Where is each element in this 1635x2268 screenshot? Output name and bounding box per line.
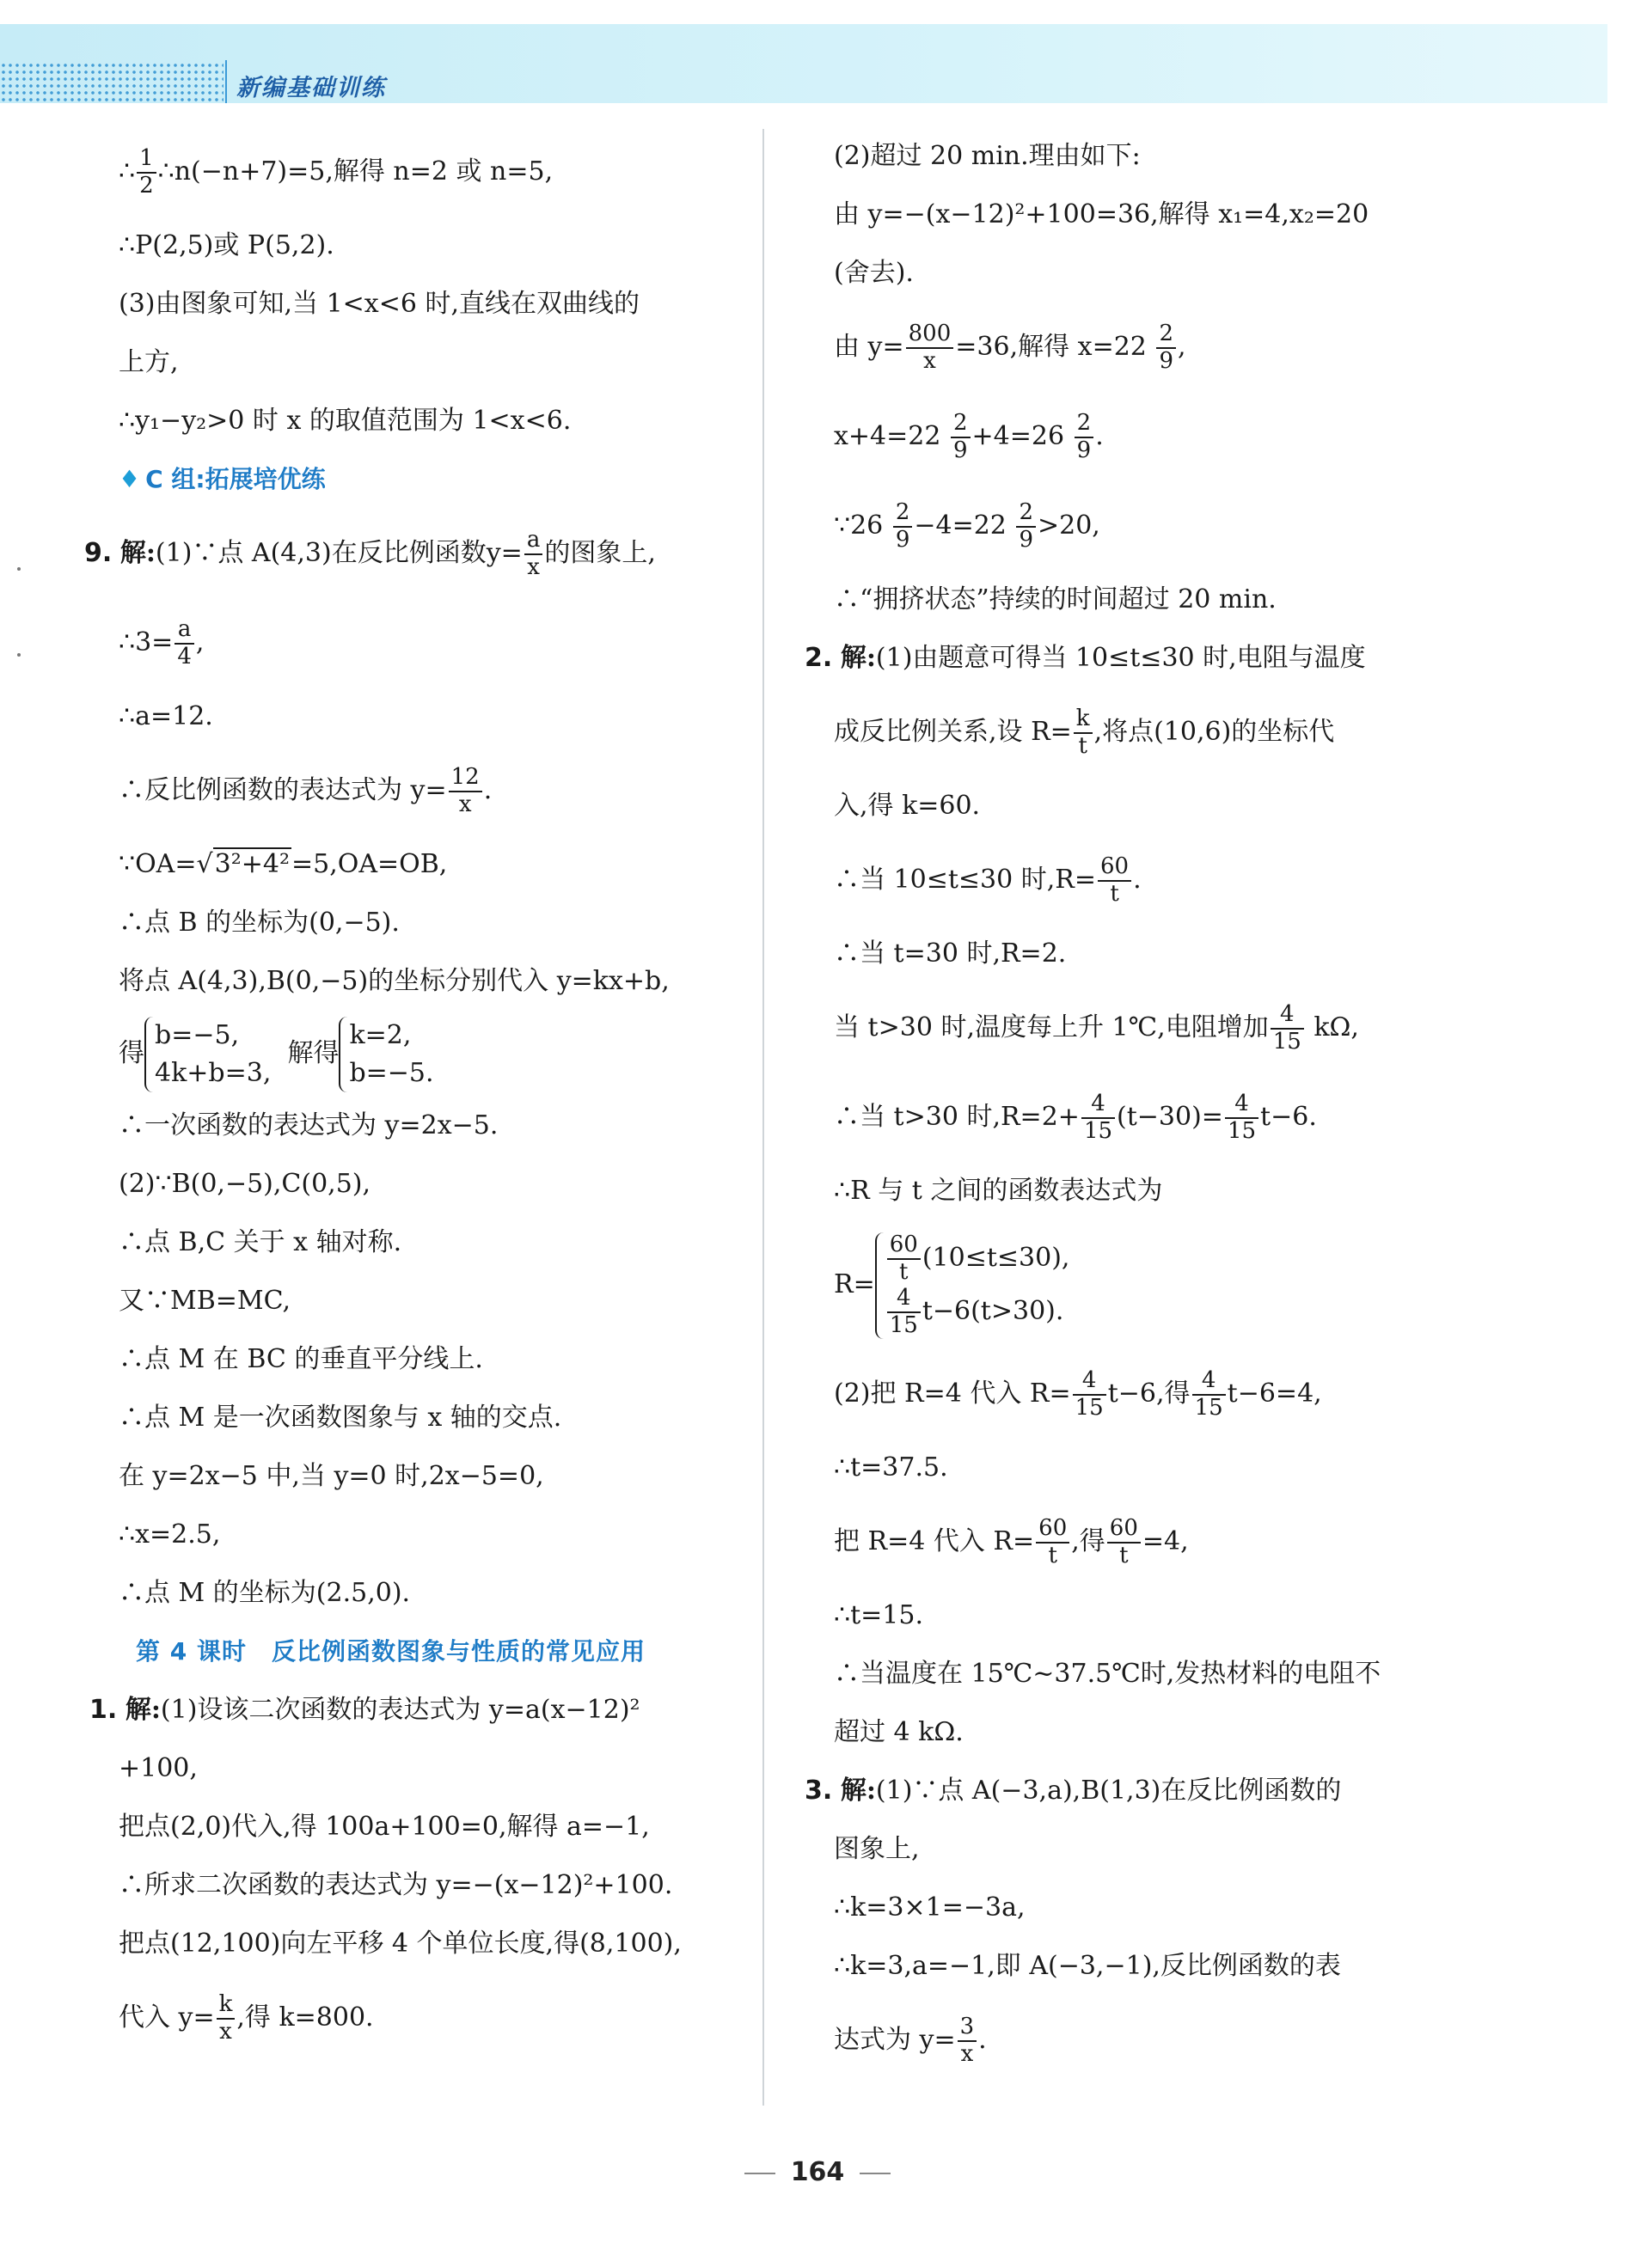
header-dot-pattern: [0, 62, 224, 103]
fraction: $\frac{4}{15}$: [1081, 1091, 1115, 1145]
text-line: ∵26 $\frac{2}{9}$ −4=22 $\frac{2}{9}$ >20,: [834, 499, 1100, 553]
fraction: $\frac{2}{9}$: [1075, 411, 1094, 464]
question-3-line: 3. 解:(1)∵点 A(−3,a),B(1,3)在反比例函数的: [805, 1776, 1342, 1806]
right-column: [805, 127, 1453, 2085]
header-divider: [225, 60, 227, 103]
text-line: ∴R 与 t 之间的函数表达式为: [834, 1176, 1163, 1206]
text-line: ∴“拥挤状态”持续的时间超过 20 min.: [834, 584, 1277, 614]
text-line: ∴反比例函数的表达式为 y= $\frac{12}{x}$ .: [119, 764, 493, 817]
text-line: ∴3= $\frac{a}{4}$ ,: [119, 616, 205, 669]
fraction: $\frac{a}{4}$: [175, 617, 194, 670]
fraction: $\frac{4}{15}$: [1225, 1091, 1258, 1145]
text-line: ∴P(2,5)或 P(5,2).: [119, 230, 334, 260]
equation-system: 得 b=−5, 4k+b=3, 解得 k=2, b=−5.: [119, 1011, 746, 1097]
text-line: 代入 y= $\frac{k}{x}$ ,得 k=800.: [119, 1991, 374, 2045]
diamond-icon: ♦: [119, 465, 141, 493]
fraction: $\frac{4}{15}$: [1192, 1368, 1226, 1421]
text-line: ∴k=3×1=−3a,: [834, 1892, 1026, 1923]
text-line: 把点(12,100)向左平移 4 个单位长度,得(8,100),: [119, 1929, 682, 1959]
text-line: ∴x=2.5,: [119, 1519, 221, 1550]
text-line: ∴点 M 是一次函数图象与 x 轴的交点.: [119, 1403, 562, 1433]
text-line: ∴点 M 在 BC 的垂直平分线上.: [119, 1344, 483, 1374]
fraction: $\frac{3}{x}$: [958, 2014, 977, 2068]
text-line: ∴所求二次函数的表达式为 y=−(x−12)²+100.: [119, 1870, 673, 1900]
text-line: 把点(2,0)代入,得 100a+100=0,解得 a=−1,: [119, 1812, 650, 1842]
fraction: $\frac{a}{x}$: [524, 528, 543, 581]
text-line: ∴ $\frac{1}{2}$ ∴n(−n+7)=5,解得 n=2 或 n=5,: [119, 145, 554, 199]
text-line: 图象上,: [834, 1834, 920, 1864]
fraction: $\frac{2}{9}$: [951, 411, 971, 464]
text-line: (2)把 R=4 代入 R= $\frac{4}{15}$ t−6,得 $\frac{4}{15}$ t−6=4,: [834, 1367, 1322, 1421]
text-line: (2)超过 20 min.理由如下:: [834, 141, 1141, 171]
fraction: $\frac{60}{t}$: [1036, 1516, 1069, 1569]
text-line: x+4=22 $\frac{2}{9}$ +4=26 $\frac{2}{9}$ .: [834, 410, 1104, 463]
text-line: 达式为 y= $\frac{3}{x}$ .: [834, 2014, 987, 2067]
fraction: $\frac{2}{9}$: [1156, 321, 1176, 375]
text-line: 入,得 k=60.: [834, 791, 981, 821]
text-line: ∴y₁−y₂>0 时 x 的取值范围为 1<x<6.: [119, 406, 572, 436]
fraction: $\frac{60}{t}$: [1098, 854, 1131, 908]
text-line: ∴点 B,C 关于 x 轴对称.: [119, 1227, 402, 1257]
text-line: 由 y= $\frac{800}{x}$ =36,解得 x=22 $\frac{2}{9}$ ,: [834, 321, 1186, 374]
text-line: ∴点 M 的坐标为(2.5,0).: [119, 1578, 411, 1608]
question-1-line: 1. 解:(1)设该二次函数的表达式为 y=a(x−12)²: [89, 1695, 640, 1725]
lesson-title: 第 4 课时 反比例函数图象与性质的常见应用: [136, 1637, 646, 1666]
text-line: +100,: [119, 1753, 198, 1783]
text-line: ∴t=37.5.: [834, 1452, 948, 1482]
text-line: 把 R=4 代入 R= $\frac{60}{t}$ ,得 $\frac{60}{t}$ =4,: [834, 1515, 1189, 1568]
text-line: ∴当 10≤t≤30 时,R= $\frac{60}{t}$ .: [834, 853, 1142, 907]
fraction: $\frac{4}{15}$: [887, 1286, 921, 1339]
fraction: $\frac{4}{15}$: [1073, 1368, 1106, 1421]
fraction: $\frac{k}{t}$: [1074, 706, 1093, 760]
text-line: 在 y=2x−5 中,当 y=0 时,2x−5=0,: [119, 1461, 544, 1491]
brace-system: b=−5, 4k+b=3,: [144, 1017, 271, 1092]
question-2-line: 2. 解:(1)由题意可得当 10≤t≤30 时,电阻与温度: [805, 643, 1366, 673]
text-line: ∴一次函数的表达式为 y=2x−5.: [119, 1110, 499, 1140]
text-line: 由 y=−(x−12)²+100=36,解得 x₁=4,x₂=20: [834, 199, 1369, 229]
text-line: ∴当 t=30 时,R=2.: [834, 938, 1067, 969]
text-line: (舍去).: [834, 258, 914, 288]
brace-system: $\frac{60}{t}$ (10≤t≤30), $\frac{4}{15}$ t−6(t>30).: [875, 1232, 1070, 1339]
text-line: 又∵MB=MC,: [119, 1286, 291, 1316]
text-line: 成反比例关系,设 R= $\frac{k}{t}$ ,将点(10,6)的坐标代: [834, 706, 1335, 759]
fraction: $\frac{60}{t}$: [887, 1232, 921, 1286]
section-heading: ♦ C 组:拓展培优练: [119, 465, 326, 493]
fraction: $\frac{60}{t}$: [1107, 1516, 1141, 1569]
fraction: $\frac{12}{x}$: [449, 765, 482, 818]
text-line: ∵OA=√3²+4²=5,OA=OB,: [119, 849, 448, 879]
fraction: $\frac{800}{x}$: [906, 321, 954, 375]
brace-system: k=2, b=−5.: [339, 1017, 433, 1092]
fraction: $\frac{1}{2}$: [137, 146, 156, 199]
fraction: $\frac{4}{15}$: [1271, 1002, 1304, 1055]
page-number: 164: [0, 2157, 1635, 2187]
margin-mark: [17, 567, 21, 571]
text-line: 超过 4 kΩ.: [834, 1717, 964, 1747]
fraction: $\frac{2}{9}$: [1016, 500, 1036, 553]
text-line: (3)由图象可知,当 1<x<6 时,直线在双曲线的: [119, 289, 640, 319]
text-line: (2)∵B(0,−5),C(0,5),: [119, 1169, 371, 1199]
text-line: ∴a=12.: [119, 701, 213, 731]
text-line: ∴k=3,a=−1,即 A(−3,−1),反比例函数的表: [834, 1951, 1341, 1981]
text-line: 上方,: [119, 347, 179, 377]
column-divider: [762, 129, 764, 2106]
piecewise-function: R= $\frac{60}{t}$ (10≤t≤30), $\frac{4}{15}$ t−6(t>30).: [834, 1232, 1070, 1338]
question-9-line: 9. 解:(1)∵点 A(4,3)在反比例函数y= $\frac{a}{x}$ 的图象上,: [84, 527, 656, 580]
left-column: [84, 127, 746, 2063]
fraction: $\frac{2}{9}$: [893, 500, 913, 553]
text-line: ∴当温度在 15℃~37.5℃时,发热材料的电阻不: [834, 1659, 1381, 1689]
text-line: 当 t>30 时,温度每上升 1℃,电阻增加 $\frac{4}{15}$ kΩ,: [834, 1001, 1359, 1055]
text-line: ∴点 B 的坐标为(0,−5).: [119, 908, 400, 938]
fraction: $\frac{k}{x}$: [217, 1992, 236, 2045]
margin-mark: [17, 653, 21, 657]
text-line: 将点 A(4,3),B(0,−5)的坐标分别代入 y=kx+b,: [119, 966, 670, 996]
text-line: ∴t=15.: [834, 1600, 923, 1630]
text-line: ∴当 t>30 时,R=2+ $\frac{4}{15}$ (t−30)= $\frac{4}{15}$ t−6.: [834, 1091, 1317, 1144]
header-title: 新编基础训练: [236, 75, 386, 101]
